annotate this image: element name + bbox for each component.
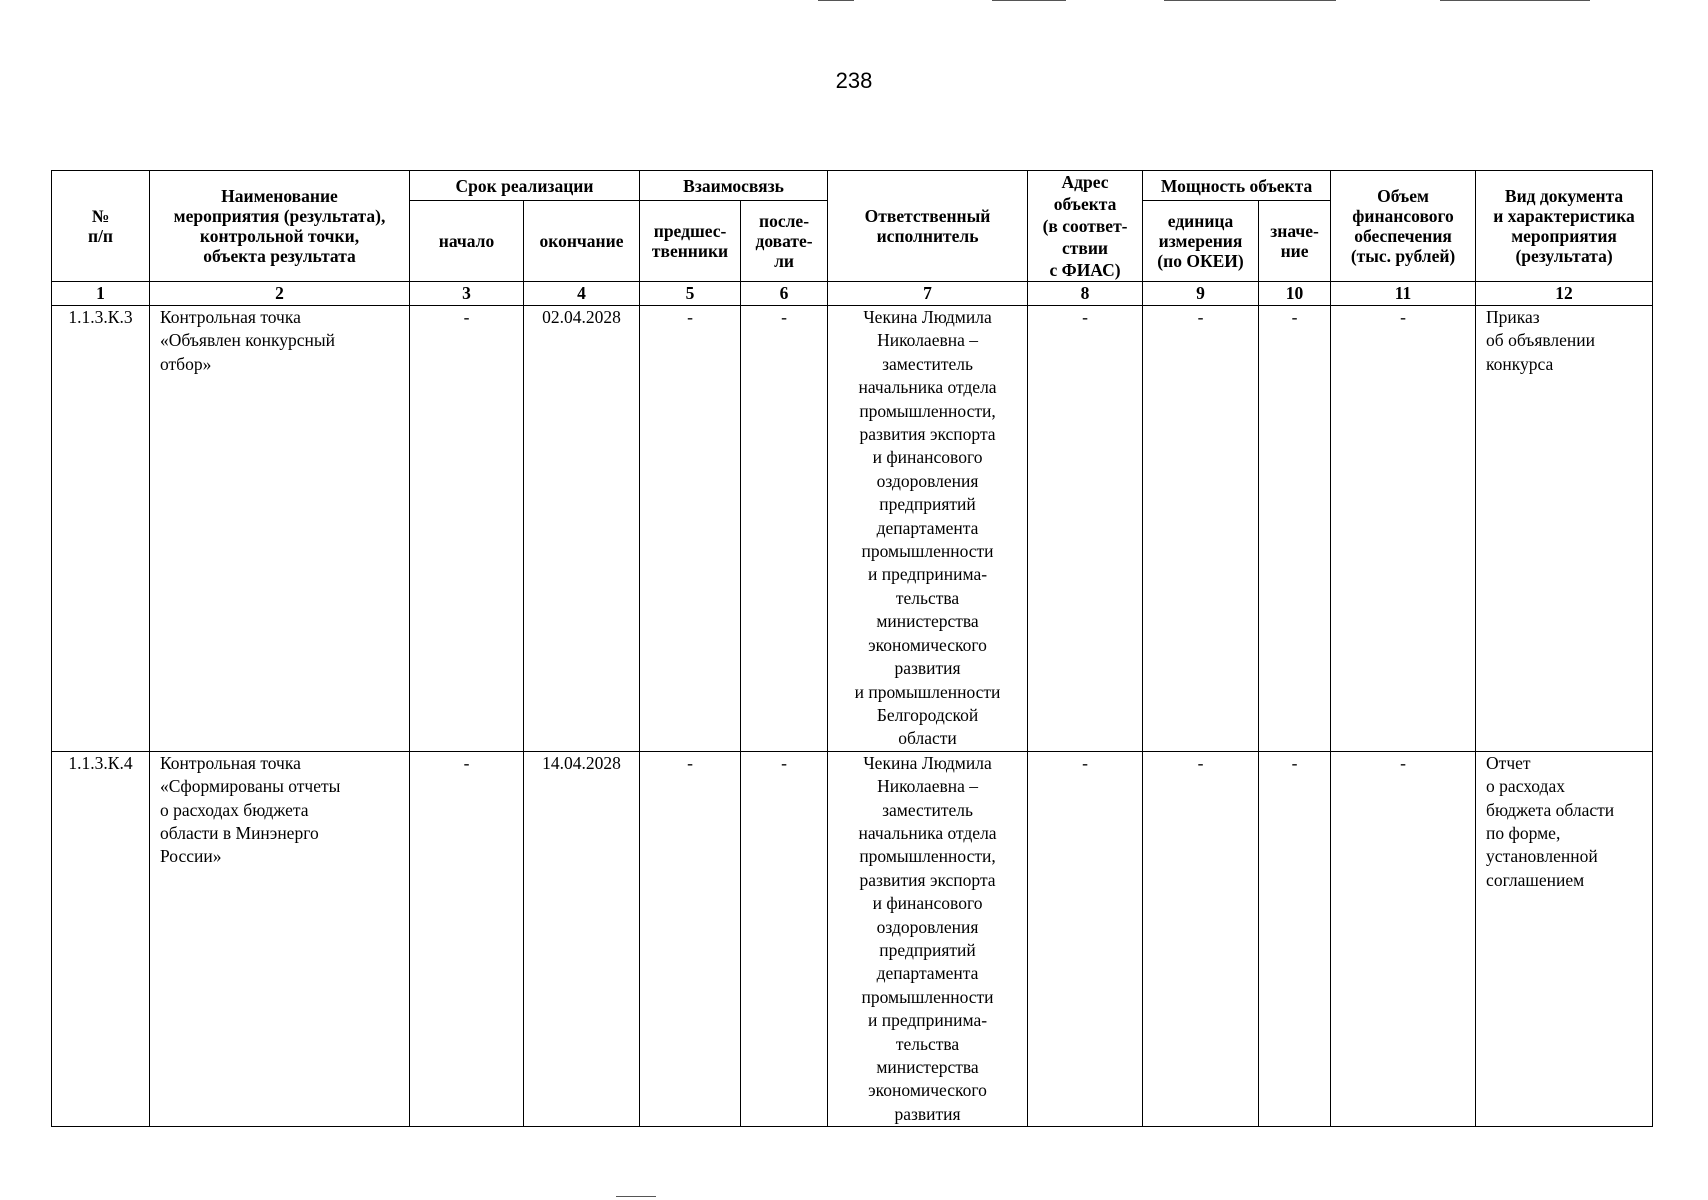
- row-unit: -: [1143, 751, 1259, 1127]
- column-number: 1: [52, 282, 150, 306]
- row-name: Контрольная точка «Объявлен конкурсный отбор»: [150, 306, 410, 752]
- column-number: 4: [524, 282, 640, 306]
- row-num: 1.1.3.К.3: [52, 306, 150, 752]
- header-name: Наименование мероприятия (результата), контрольной точки, объекта результата: [150, 171, 410, 282]
- row-finance: -: [1331, 751, 1476, 1127]
- header-address: Адрес объекта (в соответ- ствии с ФИАС): [1028, 171, 1143, 282]
- header-capacity-value: значе- ние: [1259, 201, 1331, 282]
- row-address: -: [1028, 306, 1143, 752]
- column-number: 7: [828, 282, 1028, 306]
- column-number-row: [52, 282, 1653, 306]
- plan-table: [51, 170, 1653, 1127]
- header-capacity: Мощность объекта: [1143, 171, 1331, 201]
- header-term: Срок реализации: [410, 171, 640, 201]
- table-row: [52, 751, 1653, 1127]
- row-address: -: [1028, 751, 1143, 1127]
- header-term-start: начало: [410, 201, 524, 282]
- row-next: -: [741, 751, 828, 1127]
- row-doc: Отчет о расходах бюджета области по форме, установленной соглашением: [1476, 751, 1653, 1127]
- header-link-prev: предшес- твенники: [640, 201, 741, 282]
- row-responsible: Чекина Людмила Николаевна – заместитель начальника отдела промышленности, развития экспорта и финансового оздоровления предприятий департамента промышленности и предпринима- тельства министерства экономического развития: [828, 751, 1028, 1127]
- header-term-end: окончание: [524, 201, 640, 282]
- scan-artifact-line: [818, 0, 854, 1]
- row-num: 1.1.3.К.4: [52, 751, 150, 1127]
- header-num: № п/п: [52, 171, 150, 282]
- row-prev: -: [640, 751, 741, 1127]
- row-responsible: Чекина Людмила Николаевна – заместитель начальника отдела промышленности, развития экспорта и финансового оздоровления предприятий департамента промышленности и предпринима- тельства министерства экономического развития и промышленности Белгородской области: [828, 306, 1028, 752]
- column-number: 6: [741, 282, 828, 306]
- row-finance: -: [1331, 306, 1476, 752]
- column-number: 10: [1259, 282, 1331, 306]
- column-number: 12: [1476, 282, 1653, 306]
- page-number: 238: [835, 68, 873, 93]
- scan-artifact-line: [1440, 0, 1590, 1]
- header-doc: Вид документа и характеристика мероприятия (результата): [1476, 171, 1653, 282]
- scan-artifact-line: [992, 0, 1066, 1]
- header-finance: Объем финансового обеспечения (тыс. рублей): [1331, 171, 1476, 282]
- column-number: 5: [640, 282, 741, 306]
- scan-artifact-line: [616, 1196, 656, 1197]
- row-end: 02.04.2028: [524, 306, 640, 752]
- column-number: 11: [1331, 282, 1476, 306]
- column-number: 2: [150, 282, 410, 306]
- scan-artifact-line: [1164, 0, 1336, 1]
- row-next: -: [741, 306, 828, 752]
- row-doc: Приказ об объявлении конкурса: [1476, 306, 1653, 752]
- column-number: 3: [410, 282, 524, 306]
- row-name: Контрольная точка «Сформированы отчеты о расходах бюджета области в Минэнерго России»: [150, 751, 410, 1127]
- column-number: 9: [1143, 282, 1259, 306]
- header-link: Взаимосвязь: [640, 171, 828, 201]
- row-value: -: [1259, 306, 1331, 752]
- row-unit: -: [1143, 306, 1259, 752]
- row-start: -: [410, 751, 524, 1127]
- table-row: [52, 306, 1653, 752]
- row-value: -: [1259, 751, 1331, 1127]
- row-start: -: [410, 306, 524, 752]
- header-capacity-unit: единица измерения (по ОКЕИ): [1143, 201, 1259, 282]
- header-row: [52, 171, 1653, 201]
- column-number: 8: [1028, 282, 1143, 306]
- row-end: 14.04.2028: [524, 751, 640, 1127]
- header-responsible: Ответственный исполнитель: [828, 171, 1028, 282]
- row-prev: -: [640, 306, 741, 752]
- header-link-next: после- довате- ли: [741, 201, 828, 282]
